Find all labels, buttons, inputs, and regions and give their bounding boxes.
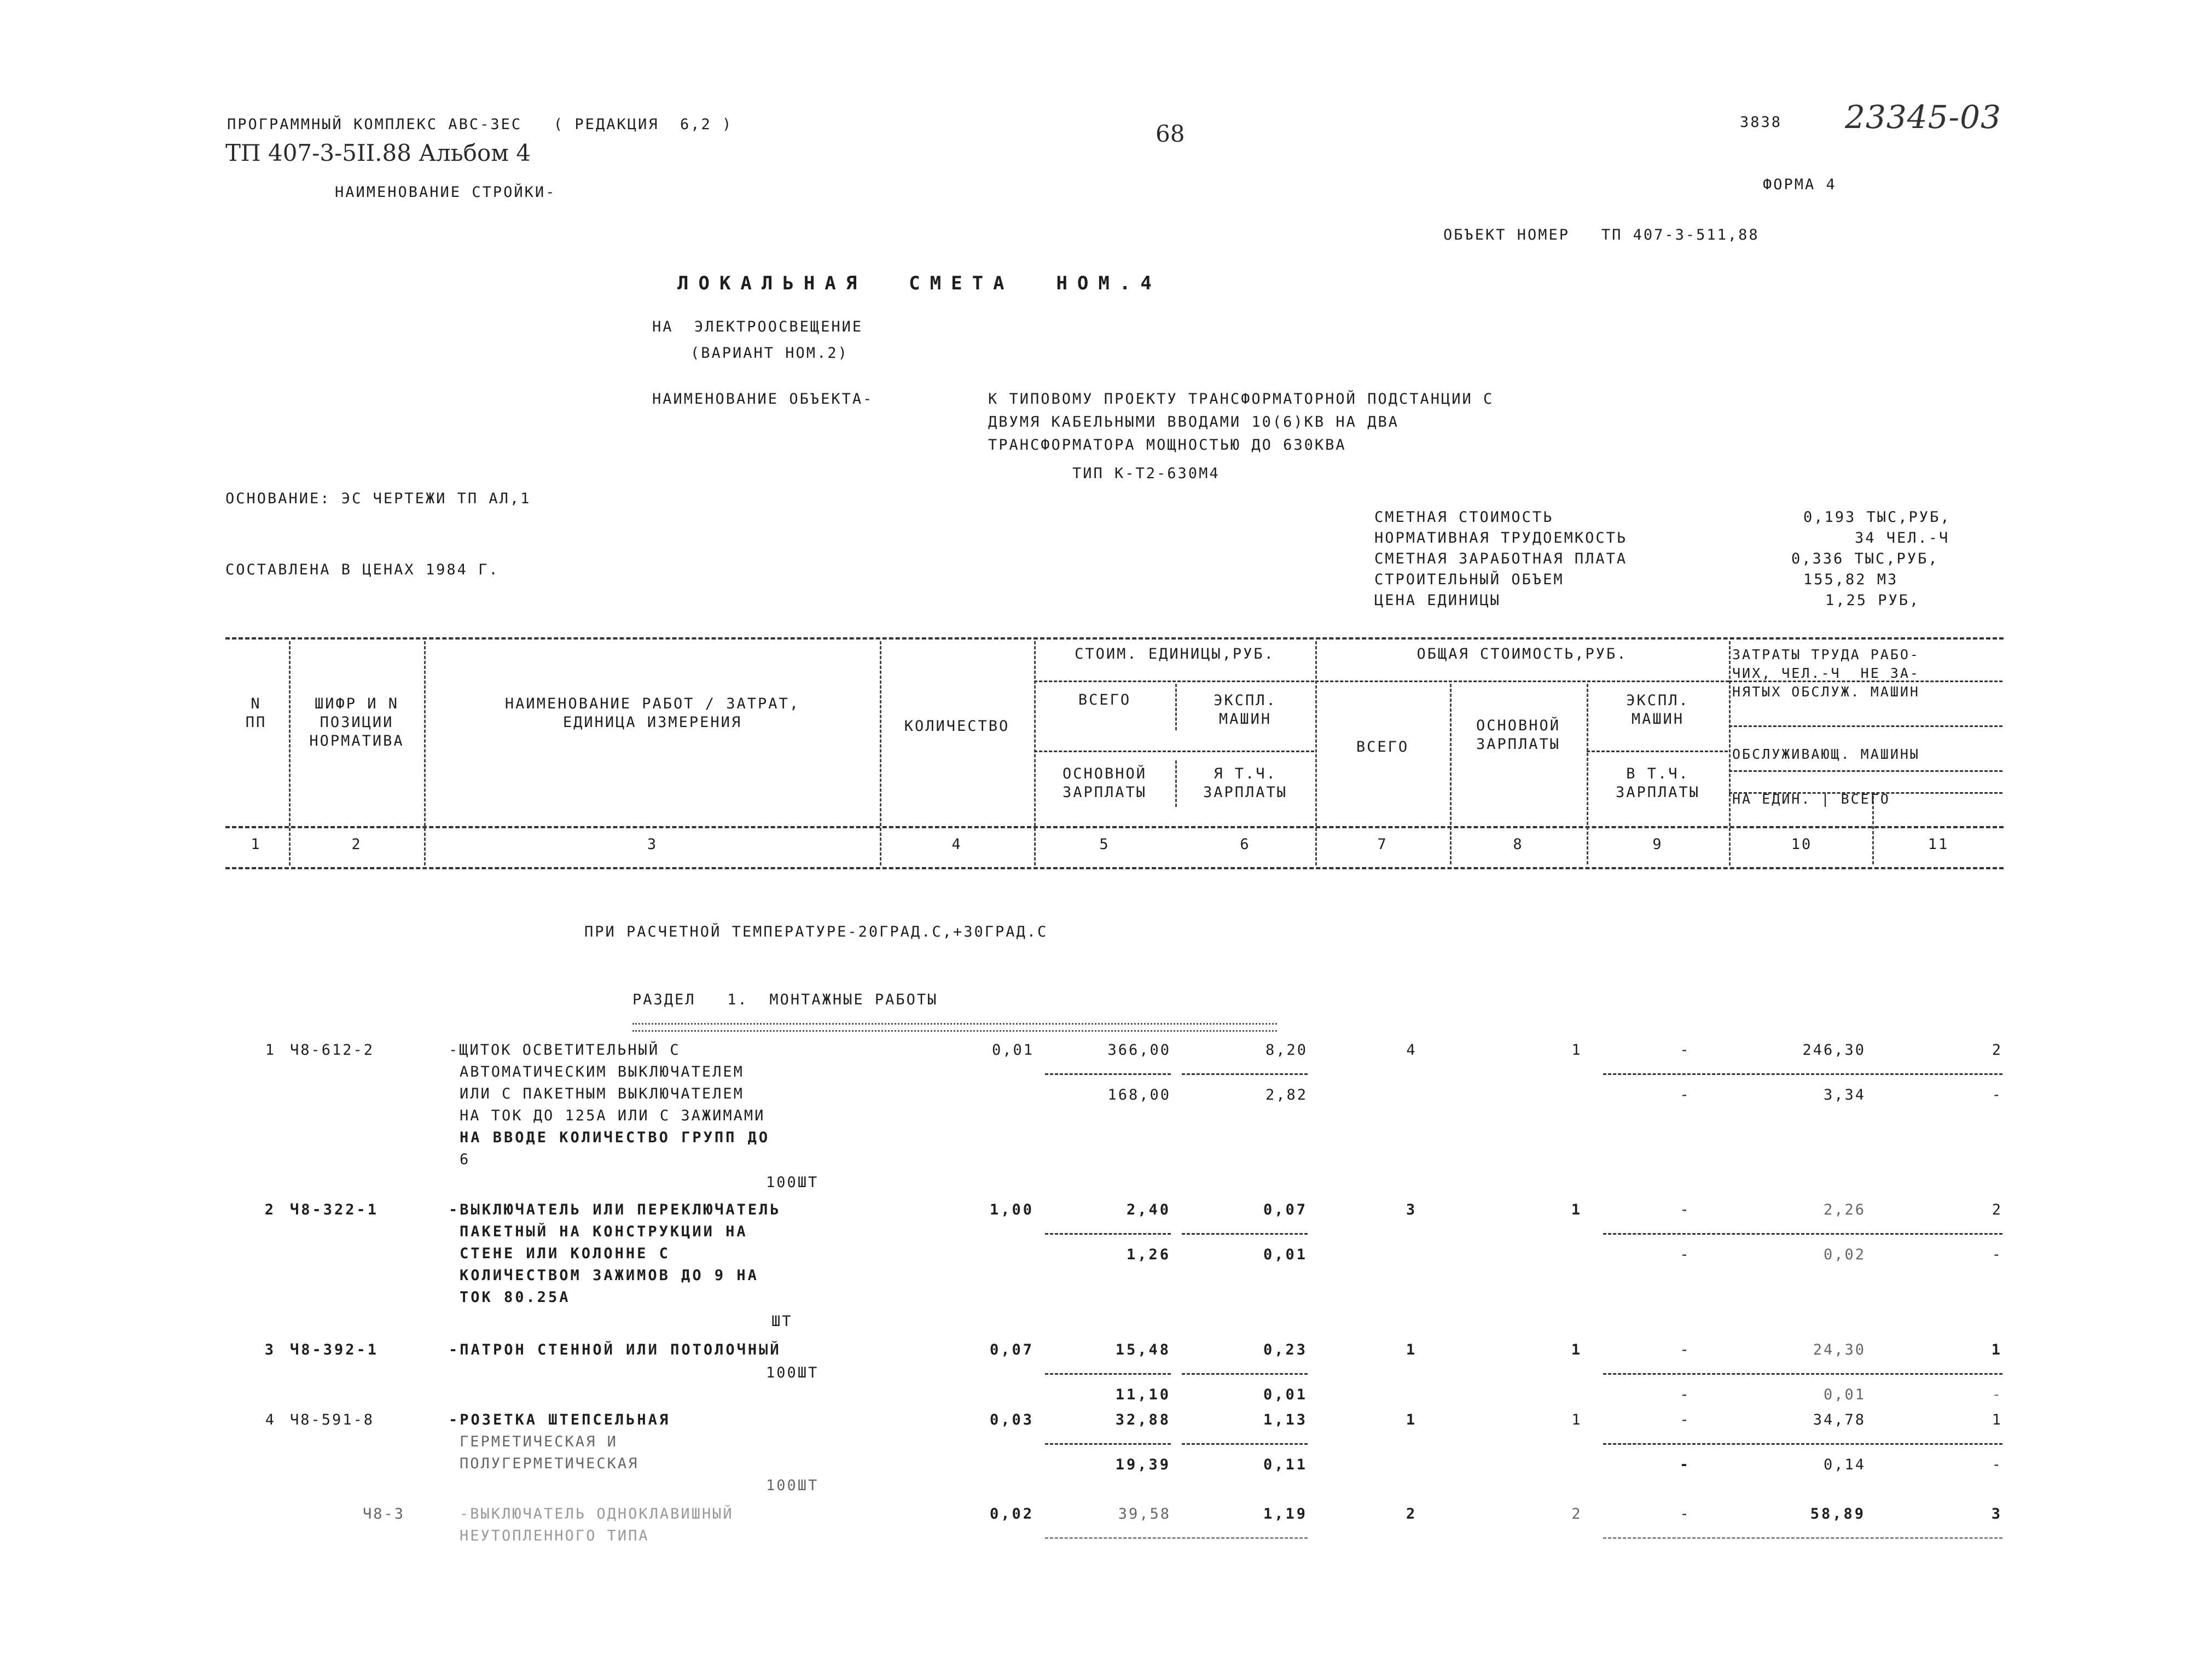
summary-value-volume: 155,82 М3	[1803, 571, 1899, 588]
row-desc-line: ТОК 80.25А	[460, 1289, 571, 1306]
row-total: 1	[1406, 1341, 1418, 1358]
row-desc-line: СТЕНЕ ИЛИ КОЛОННЕ С	[460, 1245, 670, 1262]
row-unit-wages: 11,10	[1115, 1386, 1171, 1403]
header-col-8: ОСНОВНОЙ ЗАРПЛАТЫ	[1476, 717, 1561, 753]
summary-label-cost: СМЕТНАЯ СТОИМОСТЬ	[1374, 509, 1554, 526]
row-labor-total: 3	[1991, 1505, 2002, 1522]
row-desc-line: НА ТОК ДО 125А ИЛИ С ЗАЖИМАМИ	[460, 1107, 765, 1124]
row-total-machines: -	[1680, 1201, 1691, 1218]
program-line: ПРОГРАММНЫЙ КОМПЛЕКС АВС-ЗЕС ( РЕДАКЦИЯ 6,2 )	[227, 116, 733, 133]
row-desc-line: -ВЫКЛЮЧАТЕЛЬ ИЛИ ПЕРЕКЛЮЧАТЕЛЬ	[449, 1201, 781, 1218]
row-number: 3	[264, 1341, 276, 1358]
col-number-9: 9	[1652, 836, 1663, 853]
row-unit-total: 15,48	[1115, 1341, 1171, 1358]
summary-label-volume: СТРОИТЕЛЬНЫЙ ОБЪЕМ	[1374, 571, 1564, 588]
header-col-5b: ОСНОВНОЙ ЗАРПЛАТЫ	[1062, 765, 1147, 801]
header-col-3: НАИМЕНОВАНИЕ РАБОТ / ЗАТРАТ, ЕДИНИЦА ИЗМЕРЕНИЯ	[504, 695, 800, 731]
row-total-machines: -	[1680, 1341, 1691, 1358]
row-labor-total: 1	[1991, 1341, 2002, 1358]
header-col-1: N ПП	[245, 695, 267, 731]
row-unit: 100ШТ	[766, 1174, 819, 1191]
row-total-machines: -	[1680, 1411, 1691, 1428]
col-number-8: 8	[1513, 836, 1524, 853]
object-line-1: К ТИПОВОМУ ПРОЕКТУ ТРАНСФОРМАТОРНОЙ ПОДСТАНЦИИ С	[988, 391, 1494, 408]
row-desc-line: ИЛИ С ПАКЕТНЫМ ВЫКЛЮЧАТЕЛЕМ	[460, 1085, 744, 1102]
row-code: Ч8-591-8	[290, 1411, 375, 1428]
row-total: 4	[1406, 1042, 1417, 1059]
row-unit-total: 366,00	[1107, 1042, 1171, 1059]
header-col-5a: ВСЕГО	[1078, 691, 1131, 708]
row-unit-machines: 1,13	[1263, 1411, 1308, 1428]
header-col-4: КОЛИЧЕСТВО	[904, 718, 1010, 735]
temperature-note: ПРИ РАСЧЕТНОЙ ТЕМПЕРАТУРЕ-20ГРАД.С,+30ГРАД.С	[584, 923, 1048, 940]
row-desc-line: КОЛИЧЕСТВОМ ЗАЖИМОВ ДО 9 НА	[460, 1267, 759, 1284]
col-number-11: 11	[1928, 836, 1949, 853]
header-unit-cost: СТОИМ. ЕДИНИЦЫ,РУБ.	[1075, 646, 1275, 662]
row-labor-machines-unit: 0,01	[1823, 1386, 1866, 1403]
row-desc-line: -ЩИТОК ОСВЕТИТЕЛЬНЫЙ С	[449, 1042, 681, 1059]
row-total-wages: 1	[1571, 1411, 1582, 1428]
col-number-2: 2	[351, 836, 362, 853]
row-quantity: 0,03	[989, 1411, 1034, 1428]
row-unit-machines: 1,19	[1263, 1505, 1308, 1522]
header-total-cost: ОБЩАЯ СТОИМОСТЬ,РУБ.	[1417, 646, 1628, 662]
row-total-wages: 1	[1571, 1201, 1583, 1218]
section-title: РАЗДЕЛ 1. МОНТАЖНЫЕ РАБОТЫ	[632, 991, 938, 1008]
col-number-7: 7	[1377, 836, 1388, 853]
header-col-2: ШИФР И N ПОЗИЦИИ НОРМАТИВА	[309, 695, 404, 749]
row-code: Ч8-392-1	[290, 1341, 379, 1358]
header-col-6b: Я Т.Ч. ЗАРПЛАТЫ	[1203, 765, 1288, 801]
row-code: Ч8-612-2	[290, 1042, 375, 1059]
row-labor-machines-total: -	[1992, 1246, 2002, 1263]
header-col-6a: ЭКСПЛ. МАШИН	[1214, 692, 1277, 728]
row-unit-machine-wages: 2,82	[1265, 1086, 1308, 1103]
row-labor-machines-total: -	[1992, 1456, 2002, 1473]
col-number-6: 6	[1240, 836, 1251, 853]
object-label: НАИМЕНОВАНИЕ ОБЪЕКТА-	[652, 391, 874, 408]
page-number: 68	[1156, 120, 1185, 147]
col-number-4: 4	[951, 836, 962, 853]
row-labor-total: 2	[1992, 1042, 2002, 1059]
row-number: 1	[265, 1042, 276, 1059]
form-number: ФОРМА 4	[1763, 176, 1837, 193]
header-labor-costs: ЗАТРАТЫ ТРУДА РАБО- ЧИХ, ЧЕЛ.-Ч НЕ ЗА- НЯТЫХ ОБСЛУЖ. МАШИН	[1732, 647, 1920, 700]
row-desc-line: ПОЛУГЕРМЕТИЧЕСКАЯ	[460, 1455, 639, 1472]
row-desc-line: АВТОМАТИЧЕСКИМ ВЫКЛЮЧАТЕЛЕМ	[460, 1063, 744, 1080]
row-unit-total: 32,88	[1115, 1411, 1171, 1428]
row-unit-wages: 19,39	[1115, 1456, 1171, 1473]
col-number-3: 3	[647, 836, 658, 853]
row-labor-total: 2	[1992, 1201, 2002, 1218]
row-machine-wages: -	[1680, 1386, 1691, 1403]
row-total: 1	[1406, 1411, 1418, 1428]
row-labor-unit: 246,30	[1802, 1042, 1866, 1059]
row-labor-unit: 58,89	[1810, 1505, 1866, 1522]
code-number: 3838	[1740, 114, 1783, 131]
section-underline	[632, 1023, 1277, 1032]
document-title: ЛОКАЛЬНАЯ СМЕТА НОМ.4	[677, 272, 1162, 294]
summary-label-labor: НОРМАТИВНАЯ ТРУДОЕМКОСТЬ	[1374, 530, 1628, 547]
row-unit-machines: 8,20	[1265, 1042, 1308, 1059]
row-labor-machines-unit: 3,34	[1823, 1086, 1866, 1103]
row-labor-unit: 24,30	[1813, 1341, 1866, 1358]
row-total-machines: -	[1680, 1505, 1691, 1522]
row-total: 3	[1406, 1201, 1418, 1218]
row-desc-line: -ПАТРОН СТЕННОЙ ИЛИ ПОТОЛОЧНЫЙ	[449, 1341, 781, 1358]
row-quantity: 0,02	[989, 1505, 1034, 1522]
row-labor-machines-total: -	[1992, 1386, 2002, 1403]
row-unit: 100ШТ	[766, 1477, 819, 1494]
object-number: ОБЪЕКТ НОМЕР ТП 407-3-511,88	[1443, 226, 1760, 243]
row-labor-machines-total: -	[1992, 1086, 2002, 1103]
row-machine-wages: -	[1680, 1246, 1691, 1263]
row-desc-line: 6	[460, 1151, 471, 1168]
row-total-machines: -	[1680, 1042, 1691, 1059]
prices-text: СОСТАВЛЕНА В ЦЕНАХ 1984 Г.	[225, 561, 500, 578]
col-number-1: 1	[251, 836, 262, 853]
row-code: Ч8-322-1	[290, 1201, 379, 1218]
row-total-wages: 1	[1571, 1341, 1583, 1358]
row-desc-line: -РОЗЕТКА ШТЕПСЕЛЬНАЯ	[449, 1411, 671, 1428]
row-labor-machines-unit: 0,14	[1823, 1456, 1866, 1473]
summary-label-unit-price: ЦЕНА ЕДИНИЦЫ	[1374, 592, 1501, 609]
row-labor-unit: 2,26	[1823, 1201, 1866, 1218]
row-number: 2	[264, 1201, 276, 1218]
header-col-9b: В Т.Ч. ЗАРПЛАТЫ	[1615, 765, 1700, 801]
header-col-9a: ЭКСПЛ. МАШИН	[1626, 692, 1690, 728]
row-total-wages: 2	[1571, 1505, 1582, 1522]
row-desc-line: -ВЫКЛЮЧАТЕЛЬ ОДНОКЛАВИШНЫЙ	[460, 1505, 734, 1522]
row-machine-wages: -	[1679, 1456, 1691, 1473]
row-unit-machines: 0,23	[1263, 1341, 1308, 1358]
summary-value-labor: 34 ЧЕЛ.-Ч	[1855, 530, 1950, 547]
row-unit-total: 39,58	[1118, 1505, 1171, 1522]
row-labor-machines-unit: 0,02	[1823, 1246, 1866, 1263]
object-line-4: ТИП К-Т2-630М4	[1072, 465, 1220, 482]
row-number: 4	[265, 1411, 276, 1428]
row-unit-machines: 0,07	[1263, 1201, 1308, 1218]
row-unit: 100ШТ	[766, 1364, 819, 1381]
row-desc-line: НА ВВОДЕ КОЛИЧЕСТВО ГРУПП ДО	[460, 1129, 770, 1146]
row-desc-line: ПАКЕТНЫЙ НА КОНСТРУКЦИИ НА	[460, 1223, 748, 1240]
object-line-3: ТРАНСФОРМАТОРА МОЩНОСТЬЮ ДО 630КВА	[988, 437, 1346, 454]
row-quantity: 1,00	[989, 1201, 1034, 1218]
row-code: Ч8-3	[362, 1505, 405, 1522]
summary-value-wages: 0,336 ТЫС,РУБ,	[1791, 550, 1939, 567]
row-desc-line: НЕУТОПЛЕННОГО ТИПА	[460, 1527, 649, 1544]
estimate-subject: НА ЭЛЕКТРООСВЕЩЕНИЕ	[652, 318, 863, 335]
summary-value-unit-price: 1,25 РУБ,	[1825, 592, 1920, 609]
col-number-5: 5	[1099, 836, 1110, 853]
row-unit: ШТ	[771, 1313, 793, 1330]
row-quantity: 0,07	[989, 1341, 1034, 1358]
row-unit-wages: 1,26	[1126, 1246, 1171, 1263]
summary-value-cost: 0,193 ТЫС,РУБ,	[1803, 509, 1951, 526]
header-col-7: ВСЕГО	[1356, 739, 1409, 755]
header-labor-unit-total: НА ЕДИН. | ВСЕГО	[1732, 791, 1890, 807]
row-desc-line: ГЕРМЕТИЧЕСКАЯ И	[460, 1433, 618, 1450]
header-labor-machines: ОБСЛУЖИВАЮЩ. МАШИНЫ	[1732, 746, 1920, 762]
row-total: 2	[1406, 1505, 1418, 1522]
row-quantity: 0,01	[991, 1042, 1034, 1059]
basis-text: ОСНОВАНИЕ: ЭС ЧЕРТЕЖИ ТП АЛ,1	[225, 490, 531, 507]
summary-label-wages: СМЕТНАЯ ЗАРАБОТНАЯ ПЛАТА	[1374, 550, 1628, 567]
row-unit-machine-wages: 0,11	[1263, 1456, 1308, 1473]
row-labor-total: 1	[1992, 1411, 2002, 1428]
row-machine-wages: -	[1680, 1086, 1691, 1103]
album-title: ТП 407-3-5II.88 Альбом 4	[225, 139, 531, 166]
row-unit-machine-wages: 0,01	[1263, 1246, 1308, 1263]
object-line-2: ДВУМЯ КАБЕЛЬНЫМИ ВВОДАМИ 10(6)КВ НА ДВА	[988, 414, 1399, 431]
col-number-10: 10	[1791, 836, 1813, 853]
row-unit-machine-wages: 0,01	[1263, 1386, 1308, 1403]
construction-label: НАИМЕНОВАНИЕ СТРОЙКИ-	[335, 184, 556, 201]
row-unit-total: 2,40	[1126, 1201, 1171, 1218]
variant-label: (ВАРИАНТ НОМ.2)	[690, 345, 849, 362]
row-total-wages: 1	[1571, 1042, 1582, 1059]
row-labor-unit: 34,78	[1813, 1411, 1866, 1428]
handwritten-number: 23345-03	[1845, 98, 2001, 136]
row-unit-wages: 168,00	[1107, 1086, 1171, 1103]
